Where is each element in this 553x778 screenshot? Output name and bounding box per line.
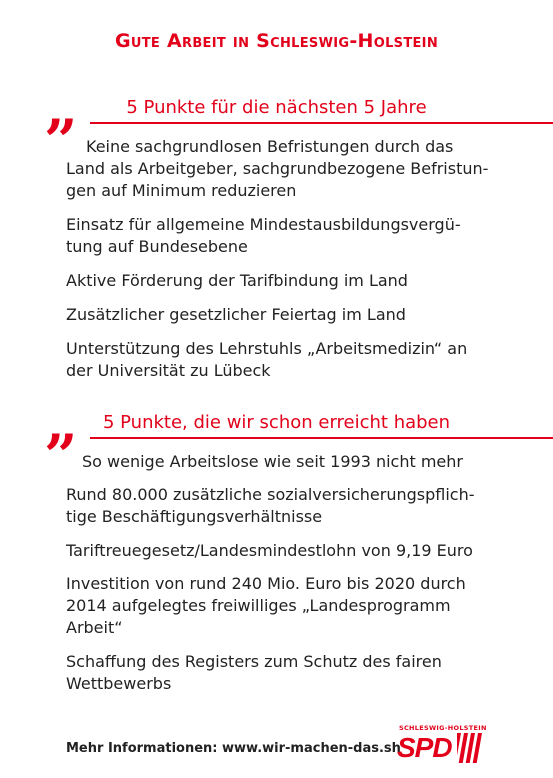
more-info-link[interactable]: Mehr Informationen: www.wir-machen-das.sh (66, 741, 401, 756)
list-item: Investition von rund 240 Mio. Euro bis 2020 durch 2014 aufgelegtes freiwilliges „Landesprogramm Arbeit“ (66, 574, 466, 637)
list-item: Rund 80.000 zusätzliche sozialversicherungspflich- tige Beschäftigungsverhältnisse (66, 485, 475, 526)
section1-header (0, 97, 553, 127)
list-item: Unterstützung des Lehrstuhls „Arbeitsmedizin“ an der Universität zu Lübeck (66, 339, 468, 380)
page-title: Gute Arbeit in Schleswig-Holstein (115, 30, 438, 52)
list-item: Einsatz für allgemeine Mindestausbildungsvergü- tung auf Bundesebene (66, 215, 461, 256)
section1-rule (90, 122, 553, 124)
spd-logo (397, 724, 489, 770)
list-item: Keine sachgrundlosen Befristungen durch das Land als Arbeitgeber, sachgrundbezogene Befristun- gen auf Minimum reduzieren (66, 137, 489, 200)
section2-heading: 5 Punkte, die wir schon erreicht haben (102, 412, 451, 433)
section1-heading: 5 Punkte für die nächsten 5 Jahre (126, 97, 427, 118)
list-item: Tariftreuegesetz/Landesmindestlohn von 9,19 Euro (66, 541, 473, 560)
list-item: So wenige Arbeitslose wie seit 1993 nicht mehr (82, 452, 463, 471)
closing-quote-icon: ” (44, 112, 78, 152)
logo-stripes-icon (457, 733, 487, 763)
section2-header (0, 412, 553, 442)
list-item: Zusätzlicher gesetzlicher Feiertag im Land (66, 305, 406, 324)
closing-quote-icon: ” (44, 427, 78, 467)
section2-rule (90, 437, 553, 439)
logo-party-label: SPD (397, 732, 452, 763)
list-item: Schaffung des Registers zum Schutz des fairen Wettbewerbs (66, 652, 442, 693)
list-item: Aktive Förderung der Tarifbindung im Land (66, 271, 408, 290)
logo-region-label: SCHLESWIG-HOLSTEIN (399, 724, 487, 732)
